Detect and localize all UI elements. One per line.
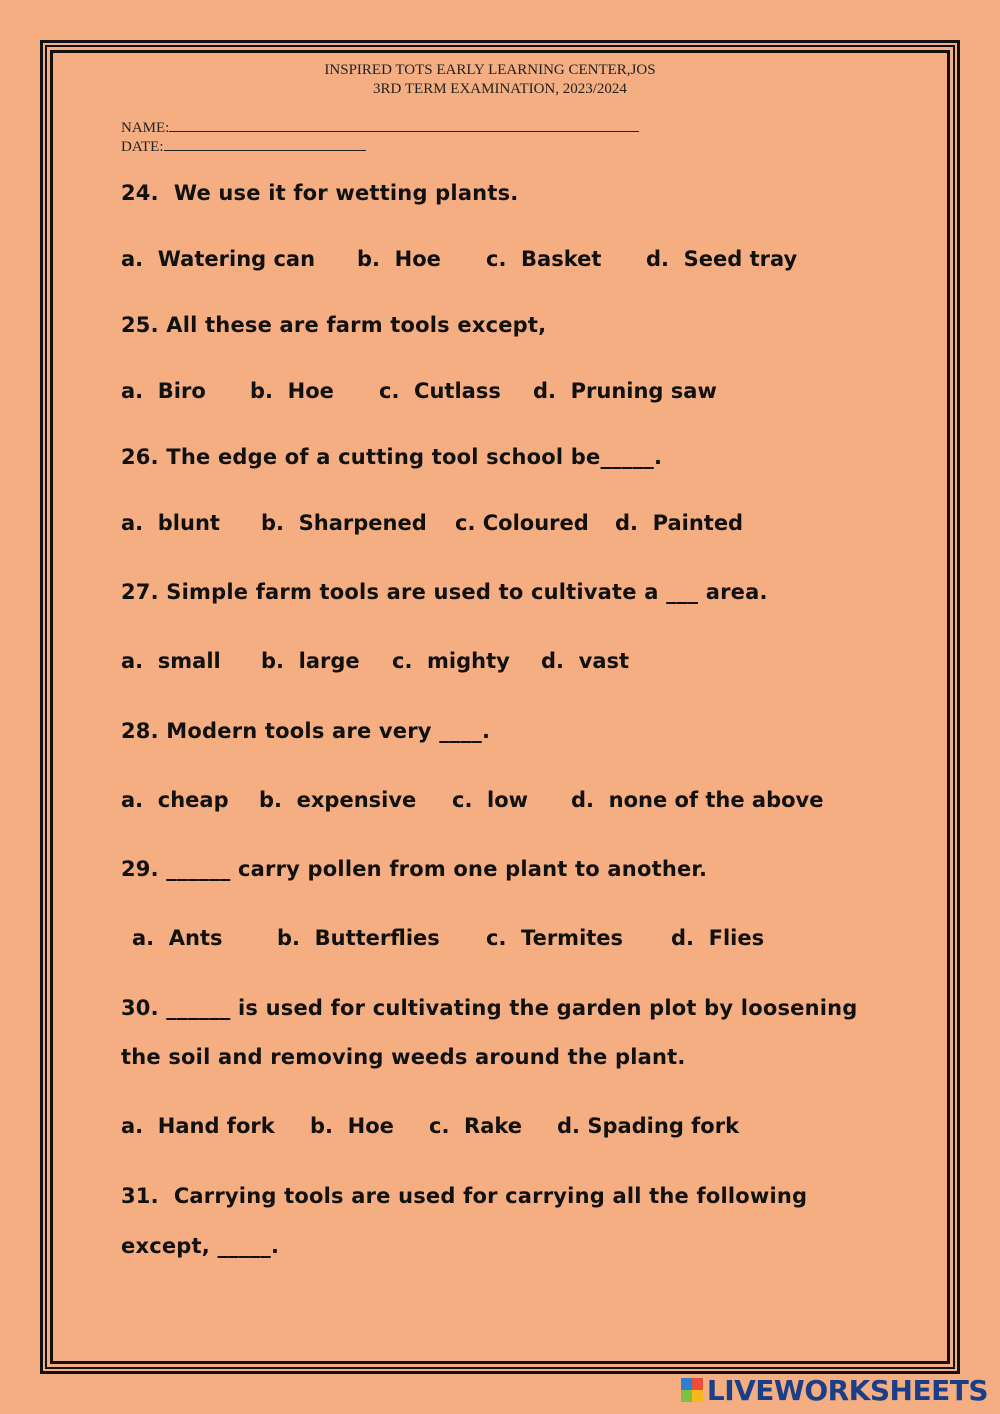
question-25: 25. All these are farm tools except,	[121, 313, 547, 337]
option-b[interactable]: b. Hoe	[250, 379, 334, 403]
question-31: 31. Carrying tools are used for carrying all the following	[121, 1184, 808, 1208]
option-c[interactable]: c. mighty	[392, 649, 510, 673]
option-c[interactable]: c. Coloured	[455, 511, 589, 535]
option-c[interactable]: c. Cutlass	[379, 379, 501, 403]
school-name: INSPIRED TOTS EARLY LEARNING CENTER,JOS	[324, 62, 656, 78]
option-a[interactable]: a. Watering can	[121, 247, 316, 271]
logo-square-red	[692, 1378, 703, 1390]
option-a[interactable]: a. Hand fork	[121, 1114, 275, 1138]
option-b[interactable]: b. Hoe	[357, 247, 441, 271]
name-line[interactable]	[169, 119, 639, 132]
date-line[interactable]	[164, 138, 366, 151]
option-d[interactable]: d. Pruning saw	[533, 379, 717, 403]
question-29: 29. ______ carry pollen from one plant to another.	[121, 857, 708, 881]
option-a[interactable]: a. blunt	[121, 511, 220, 535]
option-d[interactable]: d. Flies	[671, 926, 765, 950]
logo-square-blue	[681, 1378, 692, 1390]
option-b[interactable]: b. expensive	[259, 788, 417, 812]
option-d[interactable]: d. vast	[541, 649, 630, 673]
date-field[interactable]	[121, 138, 366, 156]
option-b[interactable]: b. large	[261, 649, 360, 673]
option-c[interactable]: c. low	[452, 788, 529, 812]
option-d[interactable]: d. Spading fork	[557, 1114, 740, 1138]
liveworksheets-logo	[681, 1374, 988, 1406]
option-c[interactable]: c. Rake	[429, 1114, 523, 1138]
question-30: 30. ______ is used for cultivating the garden plot by loosening	[121, 996, 858, 1020]
date-label: DATE:	[121, 139, 164, 155]
logo-square-yellow	[692, 1390, 703, 1402]
question-31-continued: except, _____.	[121, 1234, 280, 1258]
option-d[interactable]: d. Painted	[615, 511, 744, 535]
logo-text: LIVEWORKSHEETS	[706, 1373, 988, 1407]
option-c[interactable]: c. Basket	[486, 247, 602, 271]
option-b[interactable]: b. Butterflies	[277, 926, 440, 950]
question-27: 27. Simple farm tools are used to cultivate a ___ area.	[121, 580, 768, 604]
name-label: NAME:	[121, 120, 170, 136]
option-b[interactable]: b. Hoe	[310, 1114, 394, 1138]
question-28: 28. Modern tools are very ____.	[121, 719, 491, 743]
option-a[interactable]: a. Ants	[132, 926, 223, 950]
option-d[interactable]: d. Seed tray	[646, 247, 798, 271]
option-b[interactable]: b. Sharpened	[261, 511, 427, 535]
option-a[interactable]: a. Biro	[121, 379, 206, 403]
exam-header	[0, 61, 980, 99]
question-24: 24. We use it for wetting plants.	[121, 181, 519, 205]
question-30-continued: the soil and removing weeds around the plant.	[121, 1045, 686, 1069]
option-c[interactable]: c. Termites	[486, 926, 624, 950]
option-a[interactable]: a. small	[121, 649, 221, 673]
exam-title: 3RD TERM EXAMINATION, 2023/2024	[373, 81, 627, 97]
option-d[interactable]: d. none of the above	[571, 788, 824, 812]
option-a[interactable]: a. cheap	[121, 788, 229, 812]
logo-square-green	[681, 1390, 692, 1402]
question-26: 26. The edge of a cutting tool school be_____.	[121, 445, 663, 469]
liveworksheets-logo-icon	[681, 1378, 703, 1402]
name-field[interactable]	[121, 119, 639, 137]
